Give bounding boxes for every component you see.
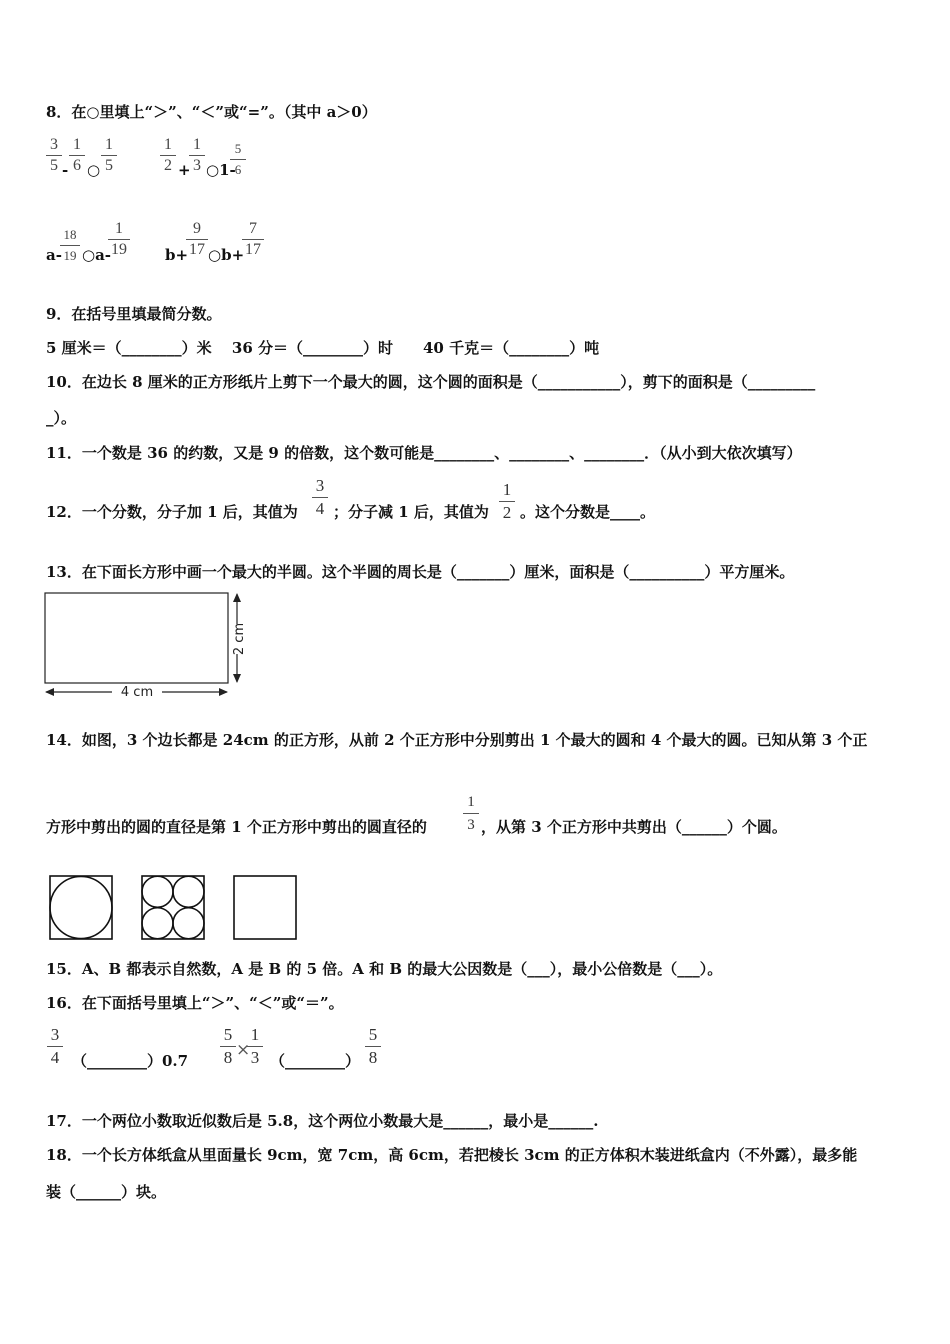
height-label: 2 cm (232, 622, 247, 656)
q8-frac-f: 5 6 (230, 140, 246, 179)
q14-cont2: ，从第 3 个正方形中共剪出（______）个圆。 (481, 818, 787, 836)
q8-label: 8．在○里填上“＞”、“＜”或“=”。（其中 a＞0） (46, 103, 377, 121)
q8-frac-a: 3 5 (46, 136, 62, 175)
q14-cont1: 方形中剪出的圆的直径是第 1 个正方形中剪出的圆直径的 (46, 818, 427, 836)
rectangle (45, 593, 228, 683)
q8-frac-c: 1 5 (101, 136, 117, 175)
q8-frac-b: 1 6 (69, 136, 85, 175)
circle-large (50, 877, 112, 939)
q16-frac-b1: 5 8 (220, 1025, 236, 1068)
q8-frac-e: 1 3 (189, 136, 205, 175)
q12-part3: 。这个分数是____。 (520, 503, 656, 521)
times-sign: × (236, 1040, 251, 1060)
q9-label: 9．在括号里填最简分数。 (46, 305, 222, 323)
q12-part2: ；分子减 1 后，其值为 (333, 503, 489, 521)
circle-small (173, 908, 204, 939)
q10-label: 10．在边长 8 厘米的正方形纸片上剪下一个最大的圆，这个圆的面积是（___________），剪下的面积是（_________ (46, 373, 816, 391)
q8-circle-1[interactable]: ○ (87, 161, 101, 179)
circle-small (142, 908, 173, 939)
q8-circle-3[interactable]: ○a- (82, 246, 112, 264)
q12-frac-2: 1 2 (499, 480, 515, 523)
q11-label: 11．一个数是 36 的约数，又是 9 的倍数，这个数可能是________、________、________．（从小到大依次填写） (46, 444, 802, 462)
q9-line: 5 厘米＝（________）米 36 分＝（________）时 40 千克＝（________）吨 (46, 339, 600, 357)
q12-frac-1: 3 4 (312, 476, 328, 519)
q18-cont: 装（______）块。 (46, 1183, 167, 1201)
square-2 (142, 876, 204, 939)
q14-squares-figure (44, 872, 304, 944)
q15-label: 15．A、B 都表示自然数，A 是 B 的 5 倍。A 和 B 的最大公因数是（___），最小公倍数是（___）。 (46, 960, 723, 978)
square-3 (234, 876, 296, 939)
q16-blank-2[interactable]: （________） (270, 1052, 361, 1070)
q16-label: 16．在下面括号里填上“＞”、“＜”或“＝”。 (46, 994, 344, 1012)
q14-label: 14．如图，3 个边长都是 24cm 的正方形，从前 2 个正方形中分别剪出 1 个最大的圆和 4 个最大的圆。已知从第 3 个正 (46, 731, 868, 749)
q13-rectangle-figure (40, 588, 260, 703)
q16-frac-c: 5 8 (365, 1025, 381, 1068)
q18-label: 18．一个长方体纸盒从里面量长 9cm，宽 7cm，高 6cm，若把棱长 3cm 的正方体积木装进纸盒内（不外露），最多能 (46, 1146, 858, 1164)
q16-blank-1[interactable]: （________）0.7 (72, 1052, 189, 1070)
q8-frac-i: 9 17 (186, 220, 208, 259)
q10-cont: _）。 (46, 409, 77, 427)
q8-circle-2[interactable]: ○1- (206, 161, 236, 179)
q8-frac-g: 18 19 (60, 226, 80, 265)
q16-frac-b2: 1 3 (247, 1025, 263, 1068)
q8-circle-4[interactable]: ○b+ (208, 246, 245, 264)
q14-frac: 1 3 (463, 792, 479, 835)
circle-small (173, 876, 204, 907)
q8-frac-d: 1 2 (160, 136, 176, 175)
q12-part1: 12．一个分数，分子加 1 后，其值为 (46, 503, 298, 521)
q8-frac-h: 1 19 (108, 220, 130, 259)
circle-small (142, 876, 173, 907)
width-label: 4 cm (120, 685, 154, 700)
q13-label: 13．在下面长方形中画一个最大的半圆。这个半圆的周长是（_______）厘米，面积是（__________）平方厘米。 (46, 563, 795, 581)
q16-frac-a: 3 4 (47, 1025, 63, 1068)
q8-frac-j: 7 17 (242, 220, 264, 259)
q17-label: 17．一个两位小数取近似数后是 5.8，这个两位小数最大是______，最小是______. (46, 1112, 599, 1130)
